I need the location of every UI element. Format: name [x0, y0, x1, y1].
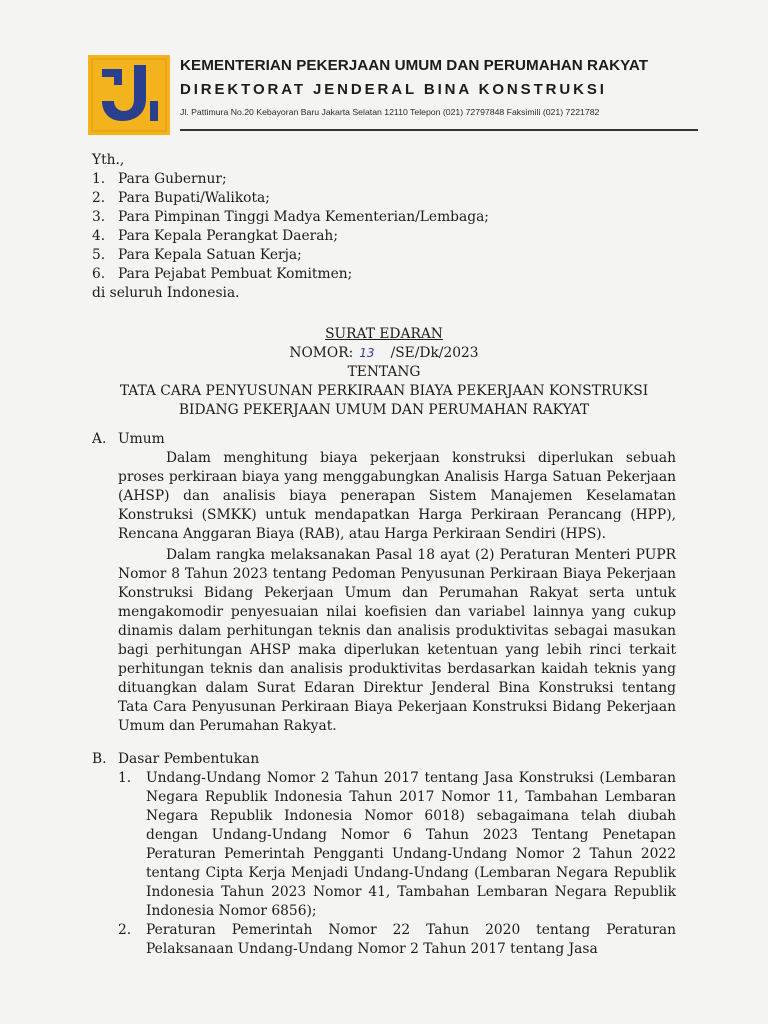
recipient-item: 5. Para Kepala Satuan Kerja; [92, 247, 302, 263]
section-title: B. Dasar Pembentukan [92, 751, 260, 767]
addressee-block [92, 151, 612, 303]
section-title: A. Umum [92, 431, 165, 447]
tentang-label: TENTANG [347, 364, 421, 380]
document-number: NOMOR: 13 /SE/Dk/2023 [289, 345, 479, 361]
handwritten-number: 13 [359, 346, 375, 360]
legal-basis-item: 2. Peraturan Pemerintah Nomor 22 Tahun 2020 tentang Peraturan Pelaksanaan Undang-Undang Nomor 2 Tahun 2017 tentang Jasa [118, 922, 676, 957]
legal-basis-item: 1. Undang-Undang Nomor 2 Tahun 2017 tentang Jasa Konstruksi (Lembaran Negara Republik Indonesia Tahun 2017 Nomor 11, Tambahan Lembaran Negara Republik Indonesia Nomor 6018) sebagaimana telah diubah dengan Undang-Undang Nomor 6 Tahun 2023 Tentang Penetapan Peraturan Pemerintah Pengganti Undang-Undang Nomor 2 Tahun 2022 tentang Cipta Kerja Menjadi Undang-Undang (Lembaran Negara Republik Indonesia Tahun 2023 Nomor 41, Tambahan Lembaran Negara Republik Indonesia Nomor 6856); [118, 770, 676, 919]
directorate-name: DIREKTORAT JENDERAL BINA KONSTRUKSI [180, 81, 607, 98]
letterhead [88, 55, 698, 135]
section-a [92, 430, 676, 736]
paragraph: Dalam menghitung biaya pekerjaan konstruksi diperlukan sebuah proses perkiraan biaya yang menggabungkan Analisis Harga Satuan Pekerjaan (AHSP) dan analisis biaya penerapan Sistem Manajemen Keselamatan Konstruksi (SMKK) untuk mendapatkan Harga Perkiraan Perancang (HPP), Rencana Anggaran Biaya (RAB), atau Harga Perkiraan Sendiri (HPS). [118, 450, 676, 542]
ministry-name: KEMENTERIAN PEKERJAAN UMUM DAN PERUMAHAN RAKYAT [180, 57, 649, 74]
salutation: Yth., [92, 152, 125, 168]
organization-block [180, 55, 696, 117]
letterhead-rule [180, 129, 698, 131]
recipient-item: 4. Para Kepala Perangkat Daerah; [92, 228, 338, 244]
document-title-line1: TATA CARA PENYUSUNAN PERKIRAAN BIAYA PEKERJAAN KONSTRUKSI [119, 383, 649, 399]
recipient-item: 3. Para Pimpinan Tinggi Madya Kementerian/Lembaga; [92, 209, 489, 225]
office-address: Jl. Pattimura No.20 Kebayoran Baru Jakarta Selatan 12110 Telepon (021) 72797848 Faksimili (021) 7221782 [180, 107, 600, 117]
section-b [92, 750, 676, 959]
addressee-closing: di seluruh Indonesia. [92, 285, 240, 301]
pupr-logo-icon [88, 55, 170, 135]
document-type: SURAT EDARAN [325, 326, 443, 342]
recipient-item: 1. Para Gubernur; [92, 171, 227, 187]
recipient-item: 6. Para Pejabat Pembuat Komitmen; [92, 266, 353, 282]
paragraph: Dalam rangka melaksanakan Pasal 18 ayat (2) Peraturan Menteri PUPR Nomor 8 Tahun 2023 tentang Pedoman Penyusunan Perkiraan Biaya Pekerjaan Konstruksi Bidang Pekerjaan Umum dan Perumahan Rakyat serta untuk mengakomodir penyesuaian nilai koefisien dan variabel lainnya yang cukup dinamis dalam perhitungan teknis dan analisis produktivitas sebagai masukan bagi perhitungan AHSP maka diperlukan ketentuan yang lebih rinci terkait perhitungan teknis dan analisis produktivitas berdasarkan kaidah teknis yang dituangkan dalam Surat Edaran Direktur Jenderal Bina Konstruksi tentang Tata Cara Penyusunan Perkiraan Biaya Pekerjaan Konstruksi Bidang Pekerjaan Umum dan Perumahan Rakyat. [118, 547, 676, 734]
document-heading [92, 325, 676, 420]
document-title-line2: BIDANG PEKERJAAN UMUM DAN PERUMAHAN RAKYAT [178, 402, 590, 418]
recipient-item: 2. Para Bupati/Walikota; [92, 190, 270, 206]
